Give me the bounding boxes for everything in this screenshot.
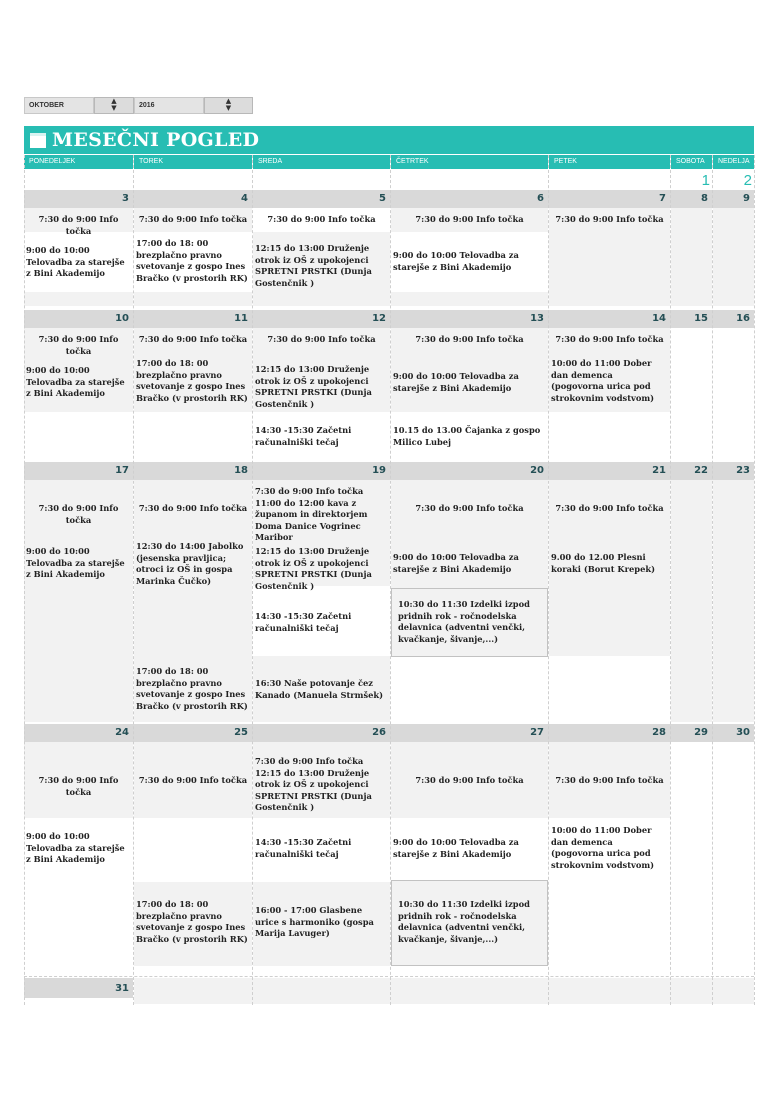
day-number: 17	[115, 465, 129, 476]
day-number: 15	[694, 313, 708, 324]
event-text: 10:00 do 11:00 Dober dan demenca (pogovorna urica pod strokovnim vodstvom)	[551, 358, 655, 403]
day-header-saturday: SOBOTA	[671, 155, 712, 169]
day-number: 26	[372, 727, 386, 738]
grid-line	[390, 155, 391, 1005]
day-number: 19	[372, 465, 386, 476]
event-text: 7:30 do 9:00 Info točka	[38, 214, 119, 236]
day-number: 16	[736, 313, 750, 324]
month-spinner[interactable]	[94, 97, 134, 114]
event-text: 14:30 -15:30 Začetni računalniški tečaj	[255, 611, 352, 633]
day-number: 14	[652, 313, 666, 324]
event-text: 12:30 do 14:00 Jabolko (jesenska pravljica; otroci iz OŠ in gospa Marinka Čučko)	[136, 541, 244, 586]
page-title: MESEČNI POGLED	[52, 129, 260, 151]
grid-line	[712, 155, 713, 1005]
day-cell	[713, 328, 754, 462]
event-text: 9:00 do 10:00 Telovadba za starejše z Bini Akademijo	[26, 245, 125, 278]
event-text: 9:00 do 10:00 Telovadba za starejše z Bini Akademijo	[26, 365, 125, 398]
event-text: 14:30 -15:30 Začetni računalniški tečaj	[255, 425, 352, 447]
grid-line	[133, 155, 134, 1005]
event-text: 7:30 do 9:00 Info točka	[555, 503, 664, 513]
day-cell	[671, 208, 712, 306]
day-cell	[713, 480, 754, 722]
event-text: 7:30 do 9:00 Info točka	[555, 775, 664, 785]
event-text: 16:30 Naše potovanje čez Kanado (Manuela Strmšek)	[255, 678, 384, 700]
day-number: 6	[537, 193, 544, 204]
day-header-thursday: ČETRTEK	[391, 155, 548, 169]
event-text: 9:00 do 10:00 Telovadba za starejše z Bini Akademijo	[393, 837, 519, 859]
grid-line	[24, 976, 754, 977]
event-text: 7:30 do 9:00 Info točka	[415, 775, 524, 785]
event-text: 14:30 -15:30 Začetni računalniški tečaj	[255, 837, 352, 859]
day-number: 18	[234, 465, 248, 476]
day-cell	[671, 480, 712, 722]
day-cell	[671, 742, 712, 976]
day-header-wednesday: SREDA	[253, 155, 390, 169]
event-text: 7:30 do 9:00 Info točka	[267, 334, 376, 344]
day-number: 1	[701, 172, 710, 189]
event-slot	[24, 412, 133, 462]
day-cell	[134, 978, 754, 1004]
event-text: 7:30 do 9:00 Info točka	[38, 775, 119, 797]
day-number: 27	[530, 727, 544, 738]
day-number: 30	[736, 727, 750, 738]
day-cell	[671, 328, 712, 462]
event-text: 17:00 do 18: 00 brezplačno pravno svetovanje z gospo Ines Bračko (v prostorih RK)	[136, 358, 248, 403]
event-text: 7:30 do 9:00 Info točka	[267, 214, 376, 224]
day-number: 3	[122, 193, 129, 204]
spinner-down-icon[interactable]: ▼	[111, 104, 117, 112]
day-number: 24	[115, 727, 129, 738]
event-text: 7:30 do 9:00 Info točka	[555, 334, 664, 344]
event-text: 7:30 do 9:00 Info točka	[415, 503, 524, 513]
event-text: 7:30 do 9:00 Info točka 11:00 do 12:00 kava z županom in direktorjem Doma Danice Vogrinec Maribor	[255, 486, 368, 542]
spinner-down-icon[interactable]: ▼	[225, 104, 232, 112]
grid-line	[252, 155, 253, 1005]
grid-line	[548, 155, 549, 1005]
event-text: 7:30 do 9:00 Info točka	[138, 503, 248, 513]
event-text: 17:00 do 18: 00 brezplačno pravno svetovanje z gospo Ines Bračko (v prostorih RK)	[136, 666, 248, 711]
event-text: 7:30 do 9:00 Info točka	[415, 214, 524, 224]
grid-line	[670, 155, 671, 1005]
event-text: 12:15 do 13:00 Druženje otrok iz OŠ z upokojenci SPRETNI PRSTKI (Dunja Gostenčnik )	[255, 364, 372, 409]
spinner-up-icon[interactable]: ▲	[111, 97, 117, 105]
day-number: 5	[379, 193, 386, 204]
event-text: 7:30 do 9:00 Info točka	[38, 503, 119, 525]
event-slot	[391, 656, 548, 722]
event-text: 9:00 do 10:00 Telovadba za starejše z Bini Akademijo	[393, 250, 519, 272]
day-number: 28	[652, 727, 666, 738]
calendar-icon	[30, 133, 46, 148]
day-number: 21	[652, 465, 666, 476]
event-text: 17:00 do 18: 00 brezplačno pravno svetovanje z gospo Ines Bračko (v prostorih RK)	[136, 238, 248, 283]
event-text: 9:00 do 10:00 Telovadba za starejše z Bini Akademijo	[26, 831, 125, 864]
grid-line	[24, 155, 25, 1005]
event-text: 9:00 do 10:00 Telovadba za starejše z Bini Akademijo	[26, 546, 125, 579]
event-text: 12:15 do 13:00 Druženje otrok iz OŠ z upokojenci SPRETNI PRSTKI (Dunja Gostenčnik )	[255, 243, 372, 288]
year-spinner[interactable]	[204, 97, 253, 114]
day-number: 10	[115, 313, 129, 324]
month-selector[interactable]: OKTOBER	[24, 97, 94, 114]
event-text: 10:30 do 11:30 Izdelki izpod pridnih rok - ročnodelska delavnica (adventni venčki, kvačkanje, šivanje,...)	[398, 599, 530, 644]
event-text: 7:30 do 9:00 Info točka	[415, 334, 524, 344]
event-text: 7:30 do 9:00 Info točka	[555, 214, 664, 224]
calendar-banner	[24, 126, 754, 154]
day-header-sunday: NEDELJA	[713, 155, 754, 169]
day-cell	[713, 208, 754, 306]
event-text: 17:00 do 18: 00 brezplačno pravno svetovanje z gospo Ines Bračko (v prostorih RK)	[136, 899, 248, 944]
event-text: 7:30 do 9:00 Info točka	[38, 334, 119, 356]
day-number: 22	[694, 465, 708, 476]
event-text: 7:30 do 9:00 Info točka	[138, 334, 248, 344]
day-number: 23	[736, 465, 750, 476]
event-text: 7:30 do 9:00 Info točka	[138, 214, 248, 224]
day-number: 2	[743, 172, 752, 189]
day-number: 8	[701, 193, 708, 204]
day-number: 29	[694, 727, 708, 738]
day-cell	[713, 742, 754, 976]
day-number: 31	[115, 983, 129, 994]
day-header-tuesday: TOREK	[134, 155, 252, 169]
event-text: 9:00 do 10:00 Telovadba za starejše z Bini Akademijo	[393, 371, 519, 393]
day-number: 4	[241, 193, 248, 204]
day-number: 9	[743, 193, 750, 204]
event-text: 9:00 do 10:00 Telovadba za starejše z Bini Akademijo	[393, 552, 519, 574]
event-slot	[549, 412, 670, 462]
event-slot	[549, 656, 670, 722]
event-slot	[134, 412, 252, 462]
day-number: 12	[372, 313, 386, 324]
event-text: 16:00 - 17:00 Glasbene urice s harmoniko (gospa Marija Lavuger)	[255, 905, 374, 938]
event-text: 12:15 do 13:00 Druženje otrok iz OŠ z upokojenci SPRETNI PRSTKI (Dunja Gostenčnik )	[255, 546, 372, 591]
event-text: 10.15 do 13.00 Čajanka z gospo Milico Lubej	[393, 425, 541, 447]
year-selector[interactable]: 2016	[134, 97, 204, 114]
day-number: 25	[234, 727, 248, 738]
day-number: 13	[530, 313, 544, 324]
spinner-up-icon[interactable]: ▲	[225, 97, 232, 105]
day-number: 11	[234, 313, 248, 324]
day-number: 7	[659, 193, 666, 204]
event-text: 9.00 do 12.00 Plesni koraki (Borut Krepek)	[551, 552, 656, 574]
event-text: 10:30 do 11:30 Izdelki izpod pridnih rok - ročnodelska delavnica (adventni venčki, kvačkanje, šivanje,...)	[398, 899, 530, 944]
day-number: 20	[530, 465, 544, 476]
event-text: 7:30 do 9:00 Info točka	[138, 775, 248, 785]
day-header-monday: PONEDELJEK	[24, 155, 133, 169]
day-header-friday: PETEK	[549, 155, 670, 169]
event-text: 10:00 do 11:00 Dober dan demenca (pogovorna urica pod strokovnim vodstvom)	[551, 825, 655, 870]
event-text: 7:30 do 9:00 Info točka 12:15 do 13:00 Druženje otrok iz OŠ z upokojenci SPRETNI PRSTKI (Dunja Gostenčnik )	[255, 756, 372, 812]
grid-line	[754, 155, 755, 1005]
